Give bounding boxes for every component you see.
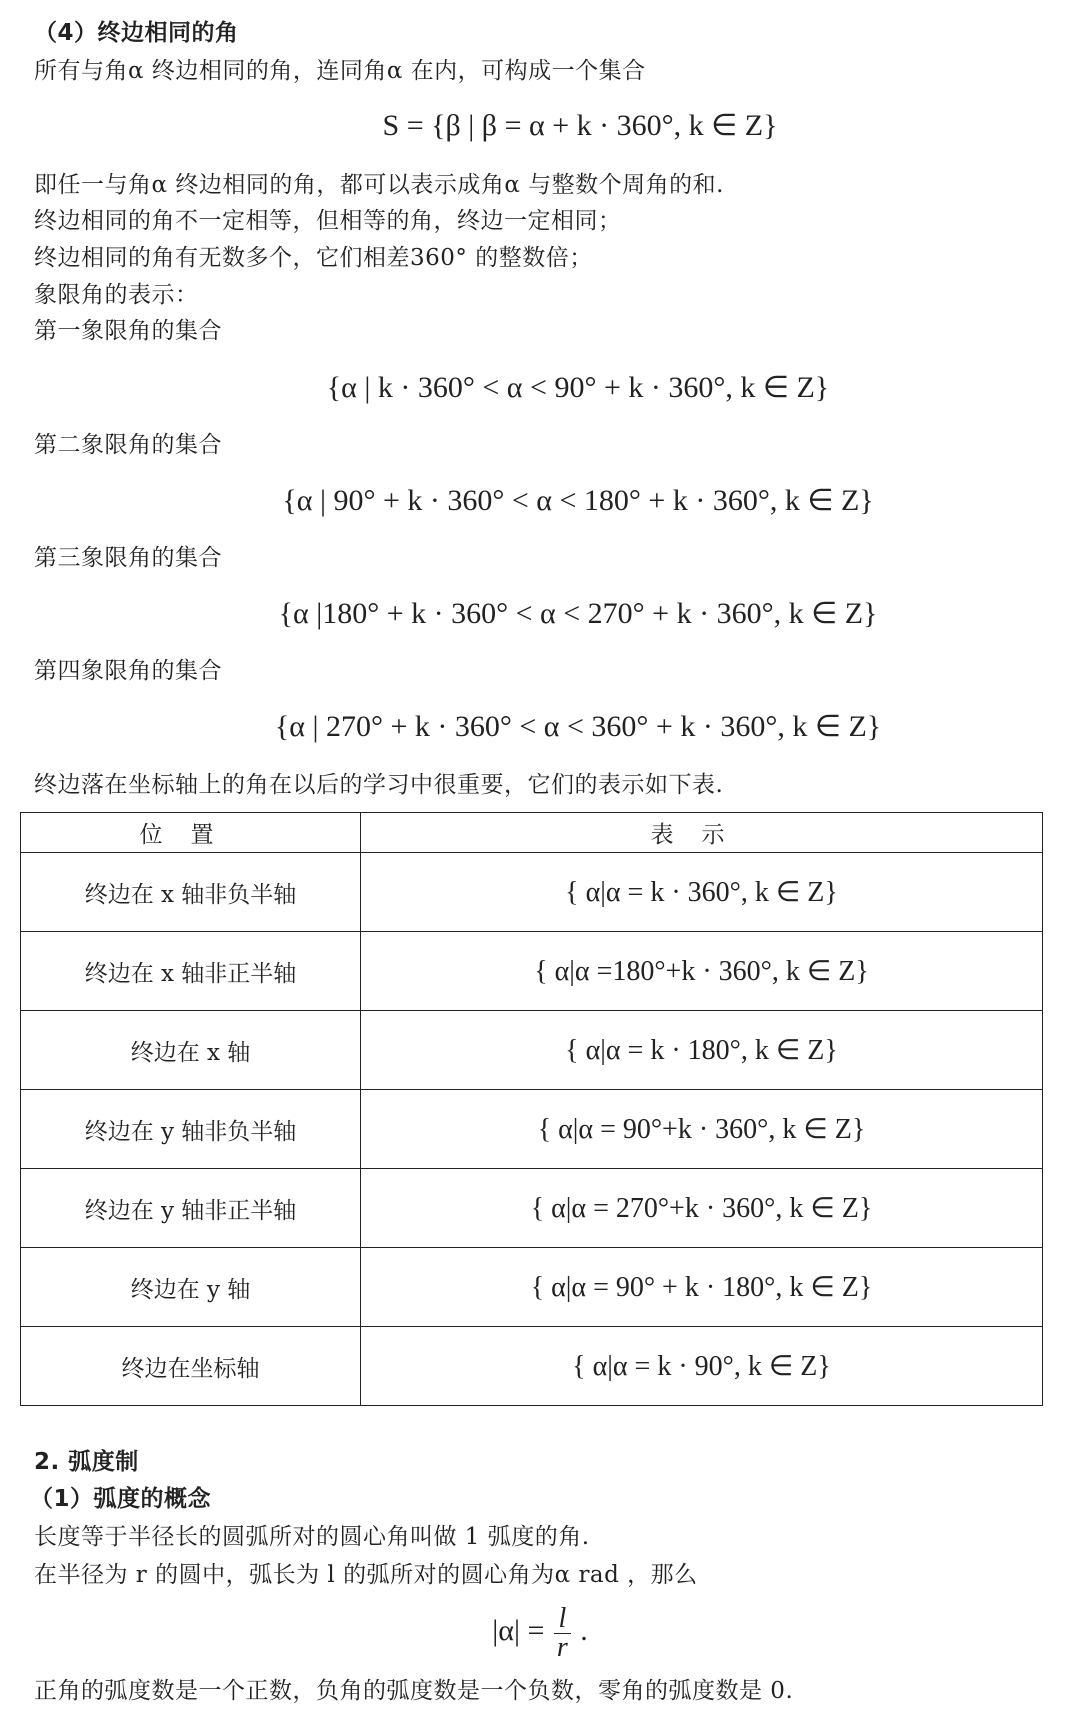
fraction-numerator: l [554, 1605, 571, 1634]
table-row [21, 1090, 1043, 1169]
section2-1-title: （1）弧度的概念 [30, 1486, 212, 1512]
row-expression: { α|α = k · 360°, k ∈ Z} [361, 853, 1043, 932]
axis-angle-table [20, 812, 1043, 1406]
table-row [21, 932, 1043, 1011]
row-expression: { α|α = 90° + k · 180°, k ∈ Z} [361, 1248, 1043, 1327]
table-row [21, 1011, 1043, 1090]
para-2: 终边相同的角不一定相等，但相等的角，终边一定相同； [34, 208, 622, 234]
quadrant-4-formula: {α | 270° + k · 360° < α < 360° + k · 360°, k ∈ Z} [274, 710, 882, 743]
quadrant-2-label: 第二象限角的集合 [34, 432, 222, 458]
quadrant-1-label: 第一象限角的集合 [34, 318, 222, 344]
row-expression: { α|α =180°+k · 360°, k ∈ Z} [361, 932, 1043, 1011]
table-row [21, 1248, 1043, 1327]
radian-formula-lhs: |α| = [492, 1614, 545, 1647]
quadrant-3-formula: {α |180° + k · 360° < α < 270° + k · 360°, k ∈ Z} [278, 597, 878, 630]
row-position: 终边在 x 轴 [21, 1011, 361, 1090]
set-formula: S = {β | β = α + k · 360°, k ∈ Z} [382, 109, 778, 142]
table-row [21, 1169, 1043, 1248]
closing-line: 正角的弧度数是一个正数，负角的弧度数是一个负数，零角的弧度数是 0. [34, 1678, 794, 1704]
header-position: 位置 [21, 813, 361, 853]
quadrant-1-formula: {α | k · 360° < α < 90° + k · 360°, k ∈ Z} [326, 371, 830, 404]
table-header-row [21, 813, 1043, 853]
row-position: 终边在 x 轴非负半轴 [21, 853, 361, 932]
section2-title: 2. 弧度制 [34, 1449, 139, 1475]
row-position: 终边在 y 轴非正半轴 [21, 1169, 361, 1248]
fraction-denominator: r [556, 1631, 568, 1663]
radian-definition: 长度等于半径长的圆弧所对的圆心角叫做 1 弧度的角. [34, 1524, 590, 1550]
header-expression: 表示 [361, 813, 1043, 853]
row-position: 终边在 y 轴 [21, 1248, 361, 1327]
radian-formula [0, 1596, 1080, 1666]
row-position: 终边在坐标轴 [21, 1327, 361, 1406]
quadrant-4-label: 第四象限角的集合 [34, 658, 222, 684]
radian-formula-tail: . [580, 1614, 588, 1647]
para-1: 即任一与角α 终边相同的角，都可以表示成角α 与整数个周角的和. [34, 172, 724, 198]
quadrant-3-label: 第三象限角的集合 [34, 545, 222, 571]
para-4: 象限角的表示： [34, 282, 199, 308]
row-expression: { α|α = k · 180°, k ∈ Z} [361, 1011, 1043, 1090]
radian-context: 在半径为 r 的圆中，弧长为 l 的弧所对的圆心角为α rad ，那么 [34, 1562, 698, 1588]
table-intro: 终边落在坐标轴上的角在以后的学习中很重要，它们的表示如下表. [34, 772, 724, 798]
row-position: 终边在 y 轴非负半轴 [21, 1090, 361, 1169]
table-row [21, 1327, 1043, 1406]
table-row [21, 853, 1043, 932]
para-3: 终边相同的角有无数多个，它们相差360° 的整数倍； [34, 245, 593, 271]
radian-fraction [554, 1602, 571, 1663]
quadrant-2-formula: {α | 90° + k · 360° < α < 180° + k · 360°, k ∈ Z} [282, 484, 874, 517]
section4-title: （4）终边相同的角 [34, 20, 239, 46]
intro-line: 所有与角α 终边相同的角，连同角α 在内，可构成一个集合 [34, 58, 646, 84]
row-position: 终边在 x 轴非正半轴 [21, 932, 361, 1011]
row-expression: { α|α = 270°+k · 360°, k ∈ Z} [361, 1169, 1043, 1248]
row-expression: { α|α = k · 90°, k ∈ Z} [361, 1327, 1043, 1406]
row-expression: { α|α = 90°+k · 360°, k ∈ Z} [361, 1090, 1043, 1169]
